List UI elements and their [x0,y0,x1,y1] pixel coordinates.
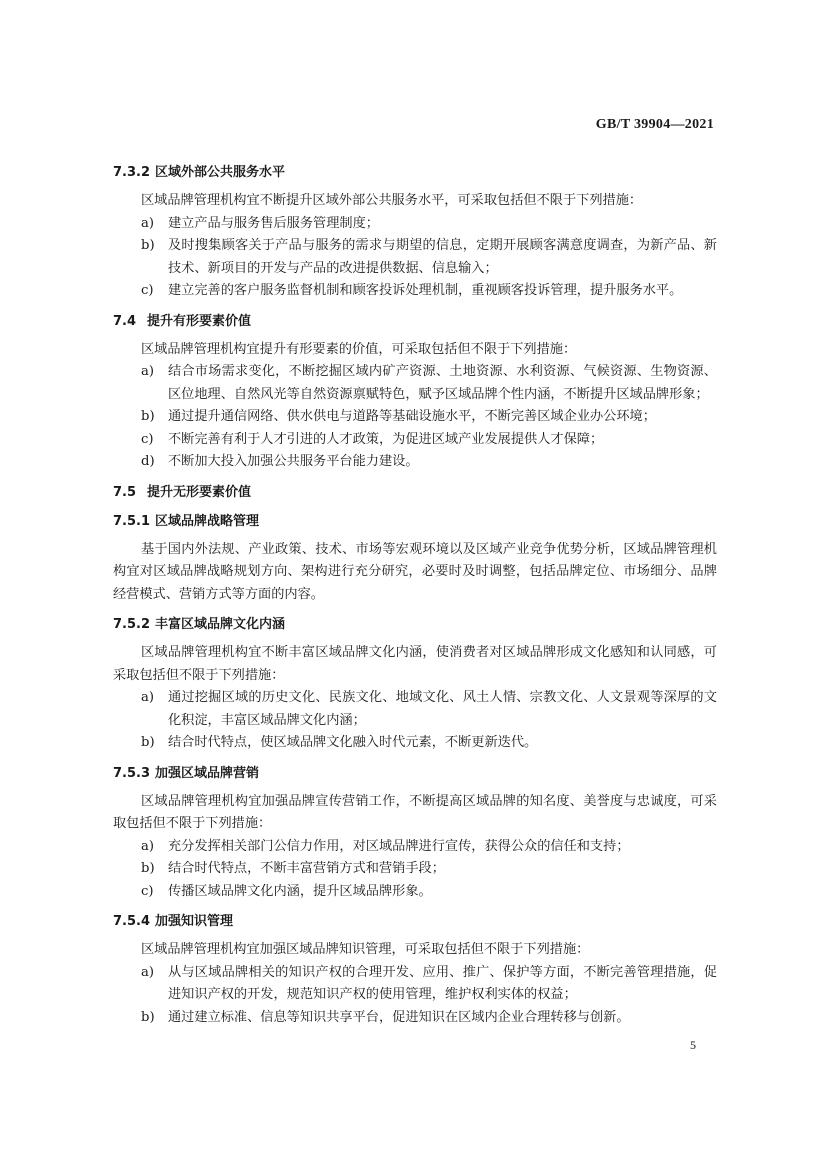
list-item [113,429,717,452]
section-number: 7.5.1 [113,513,151,529]
section-title: 加强知识管理 [155,914,234,929]
list-marker: a) [141,364,155,379]
section-heading-7-5-1 [113,512,717,532]
list-text: 充分发挥相关部门公信力作用，对区域品牌进行宣传，获得公众的信任和支持； [168,838,630,854]
list-text: 结合市场需求变化，不断挖掘区域内矿产资源、土地资源、水利资源、气候资源、生物资源、区位地理、自然风光等自然资源禀赋特色，赋予区域品牌个性内涵，不断提升区域品牌形象； [168,364,717,402]
section-number: 7.3.2 [113,165,151,180]
paragraph: 区域品牌管理机构宜不断提升区域外部公共服务水平，可采取包括但不限于下列措施： [141,193,643,208]
list-marker: c) [141,431,154,447]
section-number: 7.5 [113,484,137,500]
list-marker: a) [141,690,155,705]
list-item [113,361,717,406]
list-text: 通过挖掘区域的历史文化、民族文化、地域文化、风土人情、宗教文化、人文景观等深厚的文化积淀，丰富区域品牌文化内涵； [168,690,717,728]
paragraph: 基于国内外法规、产业政策、技术、市场等宏观环境以及区域产业竞争优势分析，区域品牌管理机构宜对区域品牌战略规划方向、架构进行充分研究，必要时及时调整，包括品牌定位、市场细分、品牌经营模式、营销方式等方面的内容。 [113,541,717,602]
list-item [113,451,717,474]
list-marker: b) [141,238,155,253]
list-marker: a) [141,838,155,854]
section-title: 区域品牌战略管理 [155,513,260,529]
list-item [113,836,717,859]
page-number: 5 [690,1038,696,1052]
list-marker: a) [141,215,155,231]
list-item [113,962,717,1007]
section-title: 区域外部公共服务水平 [155,165,286,180]
list-marker: c) [141,883,154,899]
list-item [113,1007,717,1030]
section-title: 提升无形要素价值 [147,484,252,500]
section-heading-7-3-2 [113,163,717,183]
list-item [113,687,717,732]
list-text: 建立完善的客户服务监督机制和顾客投诉处理机制，重视顾客投诉管理，提升服务水平。 [168,283,683,298]
section-heading-7-5-2 [113,615,717,635]
paragraph: 区域品牌管理机构宜加强品牌宣传营销工作，不断提高区域品牌的知名度、美誉度与忠诚度，可采取包括但不限于下列措施： [113,793,717,831]
section-number: 7.5.3 [113,765,151,781]
list-marker: b) [141,735,155,750]
paragraph: 区域品牌管理机构宜提升有形要素的价值，可采取包括但不限于下列措施： [141,341,577,357]
list-item [113,235,717,280]
list-marker: d) [141,454,155,469]
list-marker: b) [141,1009,155,1025]
list-marker: b) [141,861,155,876]
section-number: 7.5.2 [113,617,151,632]
section-title: 加强区域品牌营销 [155,765,260,781]
section-heading-7-5 [113,483,717,503]
list-text: 结合时代特点，不断丰富营销方式和营销手段； [168,861,445,876]
list-text: 不断完善有利于人才引进的人才政策，为促进区域产业发展提供人才保障； [168,431,604,447]
list-marker: b) [141,409,155,424]
list-item [113,280,717,303]
section-number: 7.4 [113,313,137,329]
list-text: 通过提升通信网络、供水供电与道路等基础设施水平，不断完善区域企业办公环境； [168,409,656,424]
list-text: 建立产品与服务售后服务管理制度； [168,215,379,231]
paragraph: 区域品牌管理机构宜不断丰富区域品牌文化内涵，使消费者对区域品牌形成文化感知和认同感，可采取包括但不限于下列措施： [113,645,717,683]
list-text: 及时搜集顾客关于产品与服务的需求与期望的信息，定期开展顾客满意度调查，为新产品、新技术、新项目的开发与产品的改进提供数据、信息输入； [168,238,717,276]
paragraph: 区域品牌管理机构宜加强区域品牌知识管理，可采取包括但不限于下列措施： [141,942,590,957]
list-item [113,406,717,429]
list-marker: c) [141,283,154,298]
section-heading-7-5-3 [113,764,717,784]
list-item [113,858,717,881]
section-title: 丰富区域品牌文化内涵 [155,617,286,632]
section-heading-7-4 [113,312,717,332]
section-heading-7-5-4 [113,912,717,932]
document-body [113,163,717,1029]
standard-code: GB/T 39904—2021 [595,117,714,132]
list-item [113,213,717,236]
list-text: 结合时代特点，使区域品牌文化融入时代元素，不断更新迭代。 [168,735,538,750]
list-item [113,732,717,755]
list-item [113,881,717,904]
list-text: 不断加大投入加强公共服务平台能力建设。 [168,454,419,469]
section-number: 7.5.4 [113,914,151,929]
list-text: 通过建立标准、信息等知识共享平台，促进知识在区域内企业合理转移与创新。 [168,1009,630,1025]
list-text: 从与区域品牌相关的知识产权的合理开发、应用、推广、保护等方面，不断完善管理措施，促进知识产权的开发，规范知识产权的使用管理，维护权利实体的权益； [168,964,717,1002]
list-text: 传播区域品牌文化内涵，提升区域品牌形象。 [168,883,432,899]
section-title: 提升有形要素价值 [147,313,252,329]
list-marker: a) [141,964,155,980]
